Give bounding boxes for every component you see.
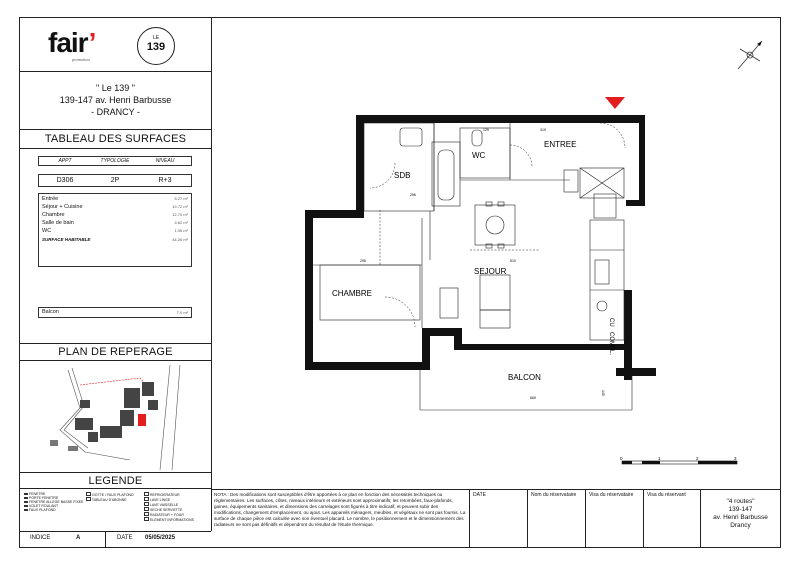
- dim-sejour: 510: [510, 259, 516, 263]
- north-arrow-icon: [730, 35, 770, 75]
- address-line: 139-147: [728, 506, 753, 513]
- room-value: 4.62 m²: [174, 220, 188, 225]
- legende-title: LEGENDE: [88, 475, 143, 487]
- legend-item: FENETRE ALLEGE BASSE FIXEE: [24, 500, 84, 504]
- divider: [20, 71, 211, 72]
- logo-tagline: promotion: [72, 57, 90, 62]
- header-typologie: TYPOLOGIE: [100, 158, 130, 164]
- header-niveau: NIVEAU: [155, 158, 175, 164]
- room-label: Séjour + Cuisine: [42, 204, 83, 210]
- room-row: [39, 220, 191, 228]
- divider: [20, 472, 211, 473]
- location-map: [20, 360, 211, 470]
- room-label-sdb: SDB: [394, 171, 411, 180]
- room-label-entree: ENTREE: [544, 140, 577, 149]
- indice-value: A: [76, 535, 81, 541]
- divider: [105, 531, 106, 548]
- room-label: WC: [42, 228, 52, 234]
- room-value: 5.27 m²: [174, 196, 188, 201]
- divider: [20, 488, 211, 489]
- room-row: [39, 204, 191, 212]
- total-label: SURFACE HABITABLE: [42, 237, 91, 242]
- indice-label: INDICE: [30, 535, 51, 541]
- header-appt: APPT: [58, 158, 72, 164]
- project-line-3: - DRANCY -: [91, 107, 140, 117]
- appt-value: D306: [56, 177, 74, 184]
- floor-plan: [300, 110, 660, 430]
- dim-wc: 129: [483, 128, 489, 132]
- address-line: "4 routes": [726, 498, 755, 505]
- room-label: Salle de bain: [42, 220, 74, 226]
- room-label-balcon: BALCON: [508, 373, 541, 382]
- room-value: 12.70 m²: [172, 212, 188, 217]
- room-label: Chambre: [42, 212, 65, 218]
- room-row: [39, 196, 191, 204]
- dim-balcon: 669: [530, 396, 536, 400]
- room-value: 1.95 m²: [174, 228, 188, 233]
- divider: [643, 489, 644, 548]
- dim-balcon-h: 145: [601, 390, 605, 396]
- surfaces-apartment-row: [38, 174, 192, 187]
- typologie-value: 2P: [110, 177, 120, 184]
- date-value: 05/05/2025: [145, 535, 176, 541]
- date-label: DATE: [117, 535, 133, 541]
- legend-item: RADIATEUR + FOUR: [144, 512, 208, 517]
- legend-item: GOTTE / FAUX PLAFOND: [86, 492, 141, 497]
- legend-item: TABLEAU D'ABONNE: [86, 497, 141, 502]
- surfaces-header-row: [38, 156, 192, 166]
- room-label: Entrée: [42, 196, 59, 202]
- legend-col-1: [24, 492, 84, 512]
- fair-logo: fair’: [48, 27, 96, 58]
- scale-bar: [618, 455, 743, 475]
- scale-tick: 3: [734, 456, 737, 461]
- visa-reservataire-label: Visa du réservataire: [589, 492, 634, 498]
- legend-item: SECHE SERVIETTE: [144, 507, 208, 512]
- badge-number: 139: [146, 41, 166, 53]
- project-address-block: [700, 498, 781, 530]
- project-line-1: " Le 139 ": [96, 83, 135, 93]
- room-label-wc: WC: [472, 151, 486, 160]
- left-panel-divider: [211, 17, 212, 531]
- total-row: [39, 237, 191, 245]
- legend-item: FENETRE: [24, 492, 84, 496]
- visa-reservant-label: Visa du réservant: [647, 492, 686, 498]
- scale-tick: 0: [620, 456, 623, 461]
- legend-item: FAUX PLAFOND: [24, 508, 84, 512]
- scale-tick: 1: [658, 456, 661, 461]
- nota-text: NOTA : Des modifications sont susceptibles d'être apportées à ce plan en fonction des nécessités techniques ou réglementaires. Les surfaces, côtes, niveaux intérieurs et extérieurs sont approximatifs; les retombées, faux-plafonds, gaines, équipements sanitaires, et dimensions des carrelages sont figurés à titre indicatif, et peuvent subir des modifications, changement d'emplacement, ou ajout. Les appareils ménagers, meubles, et végétaux ne sont pas fournis. La surface de chaque pièce est calculée avec son éventuel placard. Le nombre, le positionnement et le dimensionnement des radiateurs ne sont pas définitifs et dépendront du résultat de l'étude thermique.: [214, 492, 466, 527]
- divider: [20, 148, 211, 149]
- room-label-sejour: SEJOUR: [474, 267, 507, 276]
- legend-item: LAVE LINGE: [144, 497, 208, 502]
- reperage-title: PLAN DE REPERAGE: [58, 346, 173, 358]
- project-address: [20, 82, 211, 118]
- building-highlight: [138, 414, 146, 426]
- legend-item: REFRIGERATEUR: [144, 492, 208, 497]
- divider: [585, 489, 586, 548]
- entry-arrow-icon: [605, 97, 627, 111]
- address-line: av. Henri Barbusse: [713, 514, 768, 521]
- signature-date-label: DATE: [473, 492, 486, 498]
- total-value: 44.26 m²: [172, 237, 188, 242]
- legend-col-2: [86, 492, 141, 502]
- badge-top: LE: [152, 35, 160, 41]
- dim-sdb: 256: [410, 193, 416, 197]
- legend-item: LAVE VAISSELLE: [144, 502, 208, 507]
- room-row: [39, 228, 191, 236]
- nom-reservataire-label: Nom du réservataire: [531, 492, 577, 498]
- divider: [20, 531, 211, 532]
- balcon-label: Balcon: [42, 309, 59, 315]
- address-line: Drancy: [730, 522, 751, 529]
- surfaces-rooms-table: [38, 193, 192, 267]
- le-139-badge: [137, 27, 175, 65]
- dim-chambre: 295: [360, 259, 366, 263]
- scale-tick: 2: [696, 456, 699, 461]
- room-label-compl: COMPL.: [608, 332, 614, 356]
- balcon-row: [38, 307, 192, 318]
- room-row: [39, 212, 191, 220]
- divider: [469, 489, 470, 548]
- divider: [20, 129, 211, 130]
- divider: [20, 343, 211, 344]
- project-line-2: 139-147 av. Henri Barbusse: [59, 95, 172, 105]
- legend-item: ELEMENT INFORMATIONS: [144, 517, 208, 522]
- room-label-chambre: CHAMBRE: [332, 289, 373, 298]
- cartouche-top-line: [211, 489, 781, 490]
- dim-entree: 319: [540, 128, 546, 132]
- legend-col-3: [144, 492, 208, 522]
- legend-item: PORTE FENETRE: [24, 496, 84, 500]
- divider: [527, 489, 528, 548]
- niveau-value: R+3: [158, 177, 172, 184]
- room-value: 19.72 m²: [172, 204, 188, 209]
- legend-item: VOLET ROULANT: [24, 504, 84, 508]
- balcon-value: 7.0 m²: [176, 310, 188, 315]
- surfaces-title: TABLEAU DES SURFACES: [44, 133, 187, 145]
- room-label-cu: CU: [608, 318, 614, 327]
